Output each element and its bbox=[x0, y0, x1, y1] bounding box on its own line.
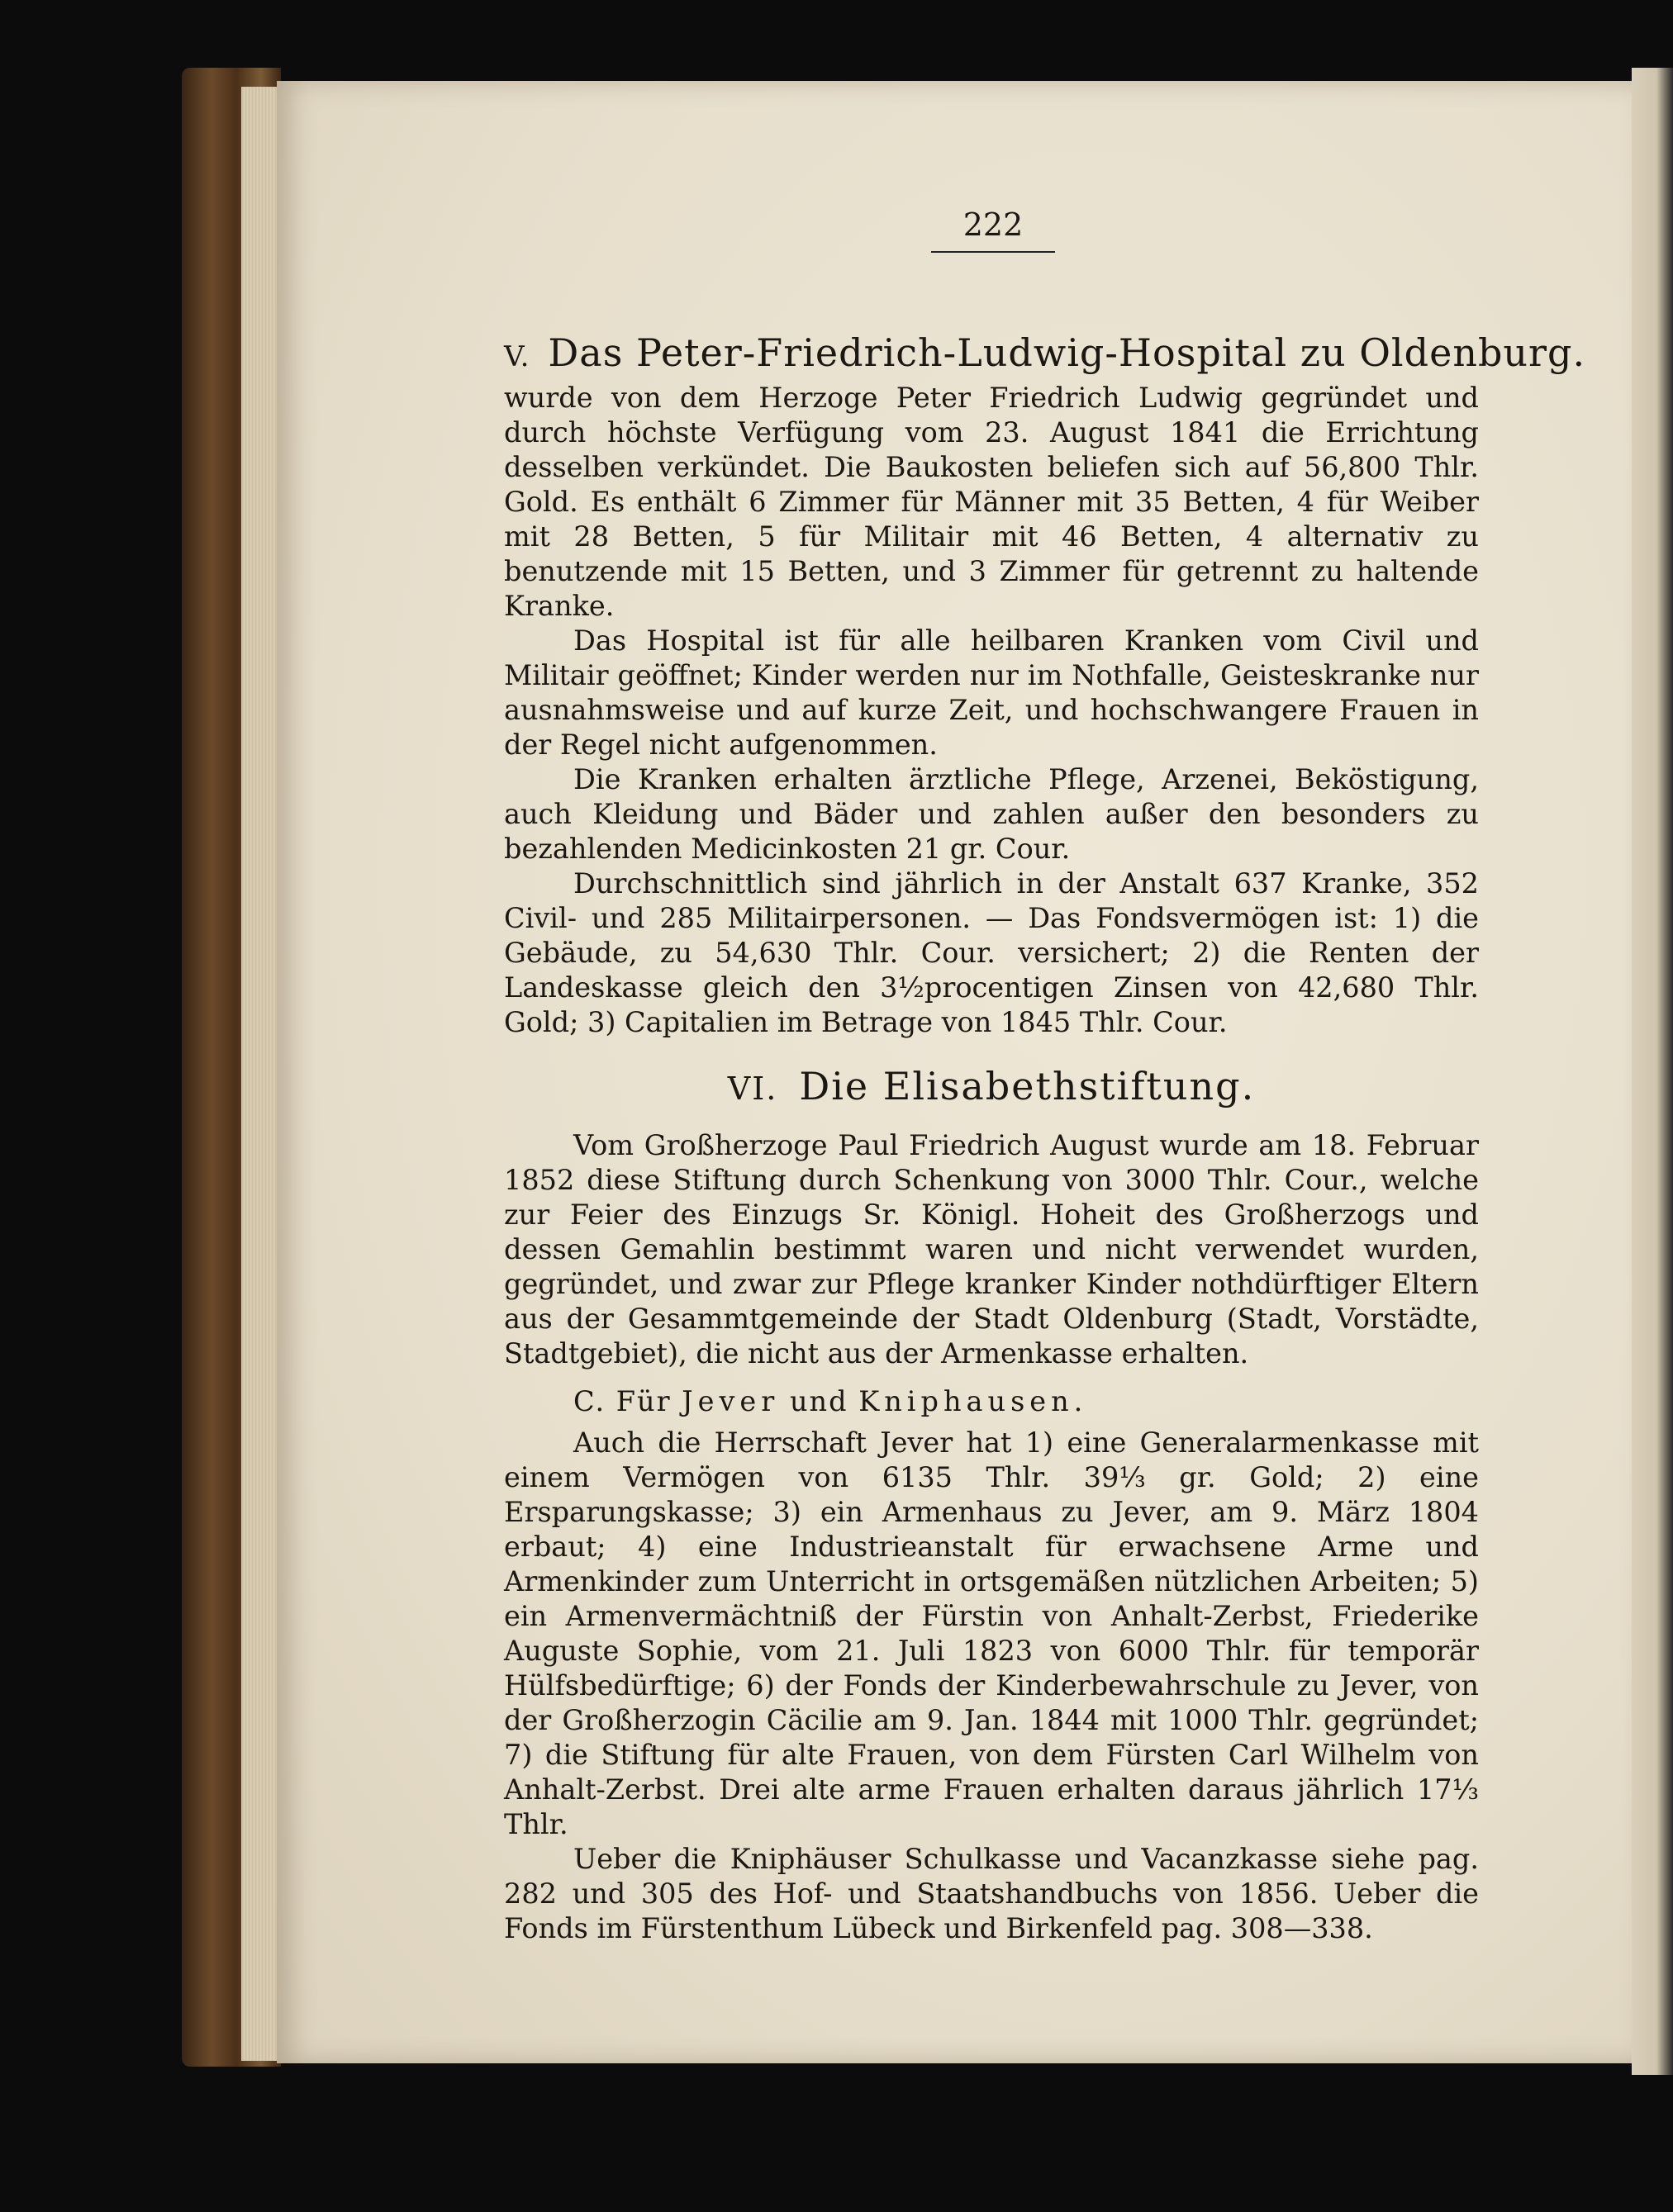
facing-page-edge bbox=[1632, 68, 1673, 2075]
section-c-place1: Jever bbox=[682, 1385, 780, 1417]
section-vi-title: Die Elisabethstiftung. bbox=[799, 1064, 1256, 1108]
page-text bbox=[504, 206, 1586, 1946]
section-vi-body bbox=[504, 1128, 1479, 1371]
section-c-heading bbox=[504, 1384, 1479, 1419]
section-v-paragraph: Die Kranken erhalten ärztliche Pflege, Arzenei, Beköstigung, auch Kleidung und Bäder und zahlen außer den besonders zu bezahlenden Medicinkosten 21 gr. Cour. bbox=[504, 763, 1479, 865]
section-v-body bbox=[504, 381, 1479, 1040]
section-v-heading bbox=[504, 329, 1586, 381]
section-v-paragraph: wurde von dem Herzoge Peter Friedrich Ludwig gegründet und durch höchste Verfügung vom 23. August 1841 die Errichtung desselben verkündet. Die Baukosten beliefen sich auf 56,800 Thlr. Gold. Es enthält 6 Zimmer für Männer mit 35 Betten, 4 für Weiber mit 28 Betten, 5 für Militair mit 46 Betten, 4 alternativ zu benutzende mit 15 Betten, und 3 Zimmer für getrennt zu haltende Kranke. bbox=[504, 382, 1479, 622]
section-c-letter: C. bbox=[573, 1385, 606, 1417]
section-c-body bbox=[504, 1426, 1479, 1946]
section-v-title: Das Peter-Friedrich-Ludwig-Hospital zu Oldenburg. bbox=[548, 330, 1586, 375]
section-vi-paragraph: Vom Großherzoge Paul Friedrich August wurde am 18. Februar 1852 diese Stiftung durch Schenkung von 3000 Thlr. Cour., welche zur Feier des Einzugs Sr. Königl. Hoheit des Großherzogs und dessen Gemahlin bestimmt waren und nicht verwendet wurden, gegründet, und zwar zur Pflege kranker Kinder nothdürftiger Eltern aus der Gesammtgemeinde der Stadt Oldenburg (Stadt, Vorstädte, Stadtgebiet), die nicht aus der Armenkasse erhalten. bbox=[504, 1129, 1479, 1369]
section-vi-heading bbox=[504, 1063, 1479, 1112]
page-number: 222 bbox=[931, 206, 1055, 253]
section-c-prefix: Für bbox=[615, 1385, 672, 1417]
section-v-paragraph: Durchschnittlich sind jährlich in der Anstalt 637 Kranke, 352 Civil- und 285 Militairpersonen. — Das Fondsvermögen ist: 1) die Gebäude, zu 54,630 Thlr. Cour. versichert; 2) die Renten der Landeskasse gleich den 3½procentigen Zinsen von 42,680 Thlr. Gold; 3) Capitalien im Betrage von 1845 Thlr. Cour. bbox=[504, 867, 1479, 1038]
section-c-paragraph: Auch die Herrschaft Jever hat 1) eine Generalarmenkasse mit einem Vermögen von 6135 Thlr. 39⅓ gr. Gold; 2) eine Ersparungskasse; 3) ein Armenhaus zu Jever, am 9. März 1804 erbaut; 4) eine Industrieanstalt für erwachsene Arme und Armenkinder zum Unterricht in ortsgemäßen nützlichen Arbeiten; 5) ein Armenvermächtniß der Fürstin von Anhalt-Zerbst, Friederike Auguste Sophie, vom 21. Juli 1823 von 6000 Thlr. für temporär Hülfsbedürftige; 6) der Fonds der Kinderbewahrschule zu Jever, von der Großherzogin Cäcilie am 9. Jan. 1844 mit 1000 Thlr. gegründet; 7) die Stiftung für alte Frauen, von dem Fürsten Carl Wilhelm von Anhalt-Zerbst. Drei alte arme Frauen erhalten daraus jährlich 17⅓ Thlr. bbox=[504, 1426, 1479, 1840]
section-v-paragraph: Das Hospital ist für alle heilbaren Kranken vom Civil und Militair geöffnet; Kinder werden nur im Nothfalle, Geisteskranke nur ausnahmsweise und auf kurze Zeit, und hochschwangere Frauen in der Regel nicht aufgenommen. bbox=[504, 624, 1479, 761]
section-vi-numeral: VI. bbox=[727, 1070, 778, 1107]
section-v-numeral: V. bbox=[504, 340, 530, 373]
section-c-place2: Kniphausen. bbox=[858, 1385, 1088, 1417]
section-c-paragraph: Ueber die Kniphäuser Schulkasse und Vacanzkasse siehe pag. 282 und 305 des Hof- und Staatshandbuchs von 1856. Ueber die Fonds im Fürstenthum Lübeck und Birkenfeld pag. 308—338. bbox=[504, 1843, 1479, 1944]
section-c-conj: und bbox=[789, 1385, 848, 1417]
